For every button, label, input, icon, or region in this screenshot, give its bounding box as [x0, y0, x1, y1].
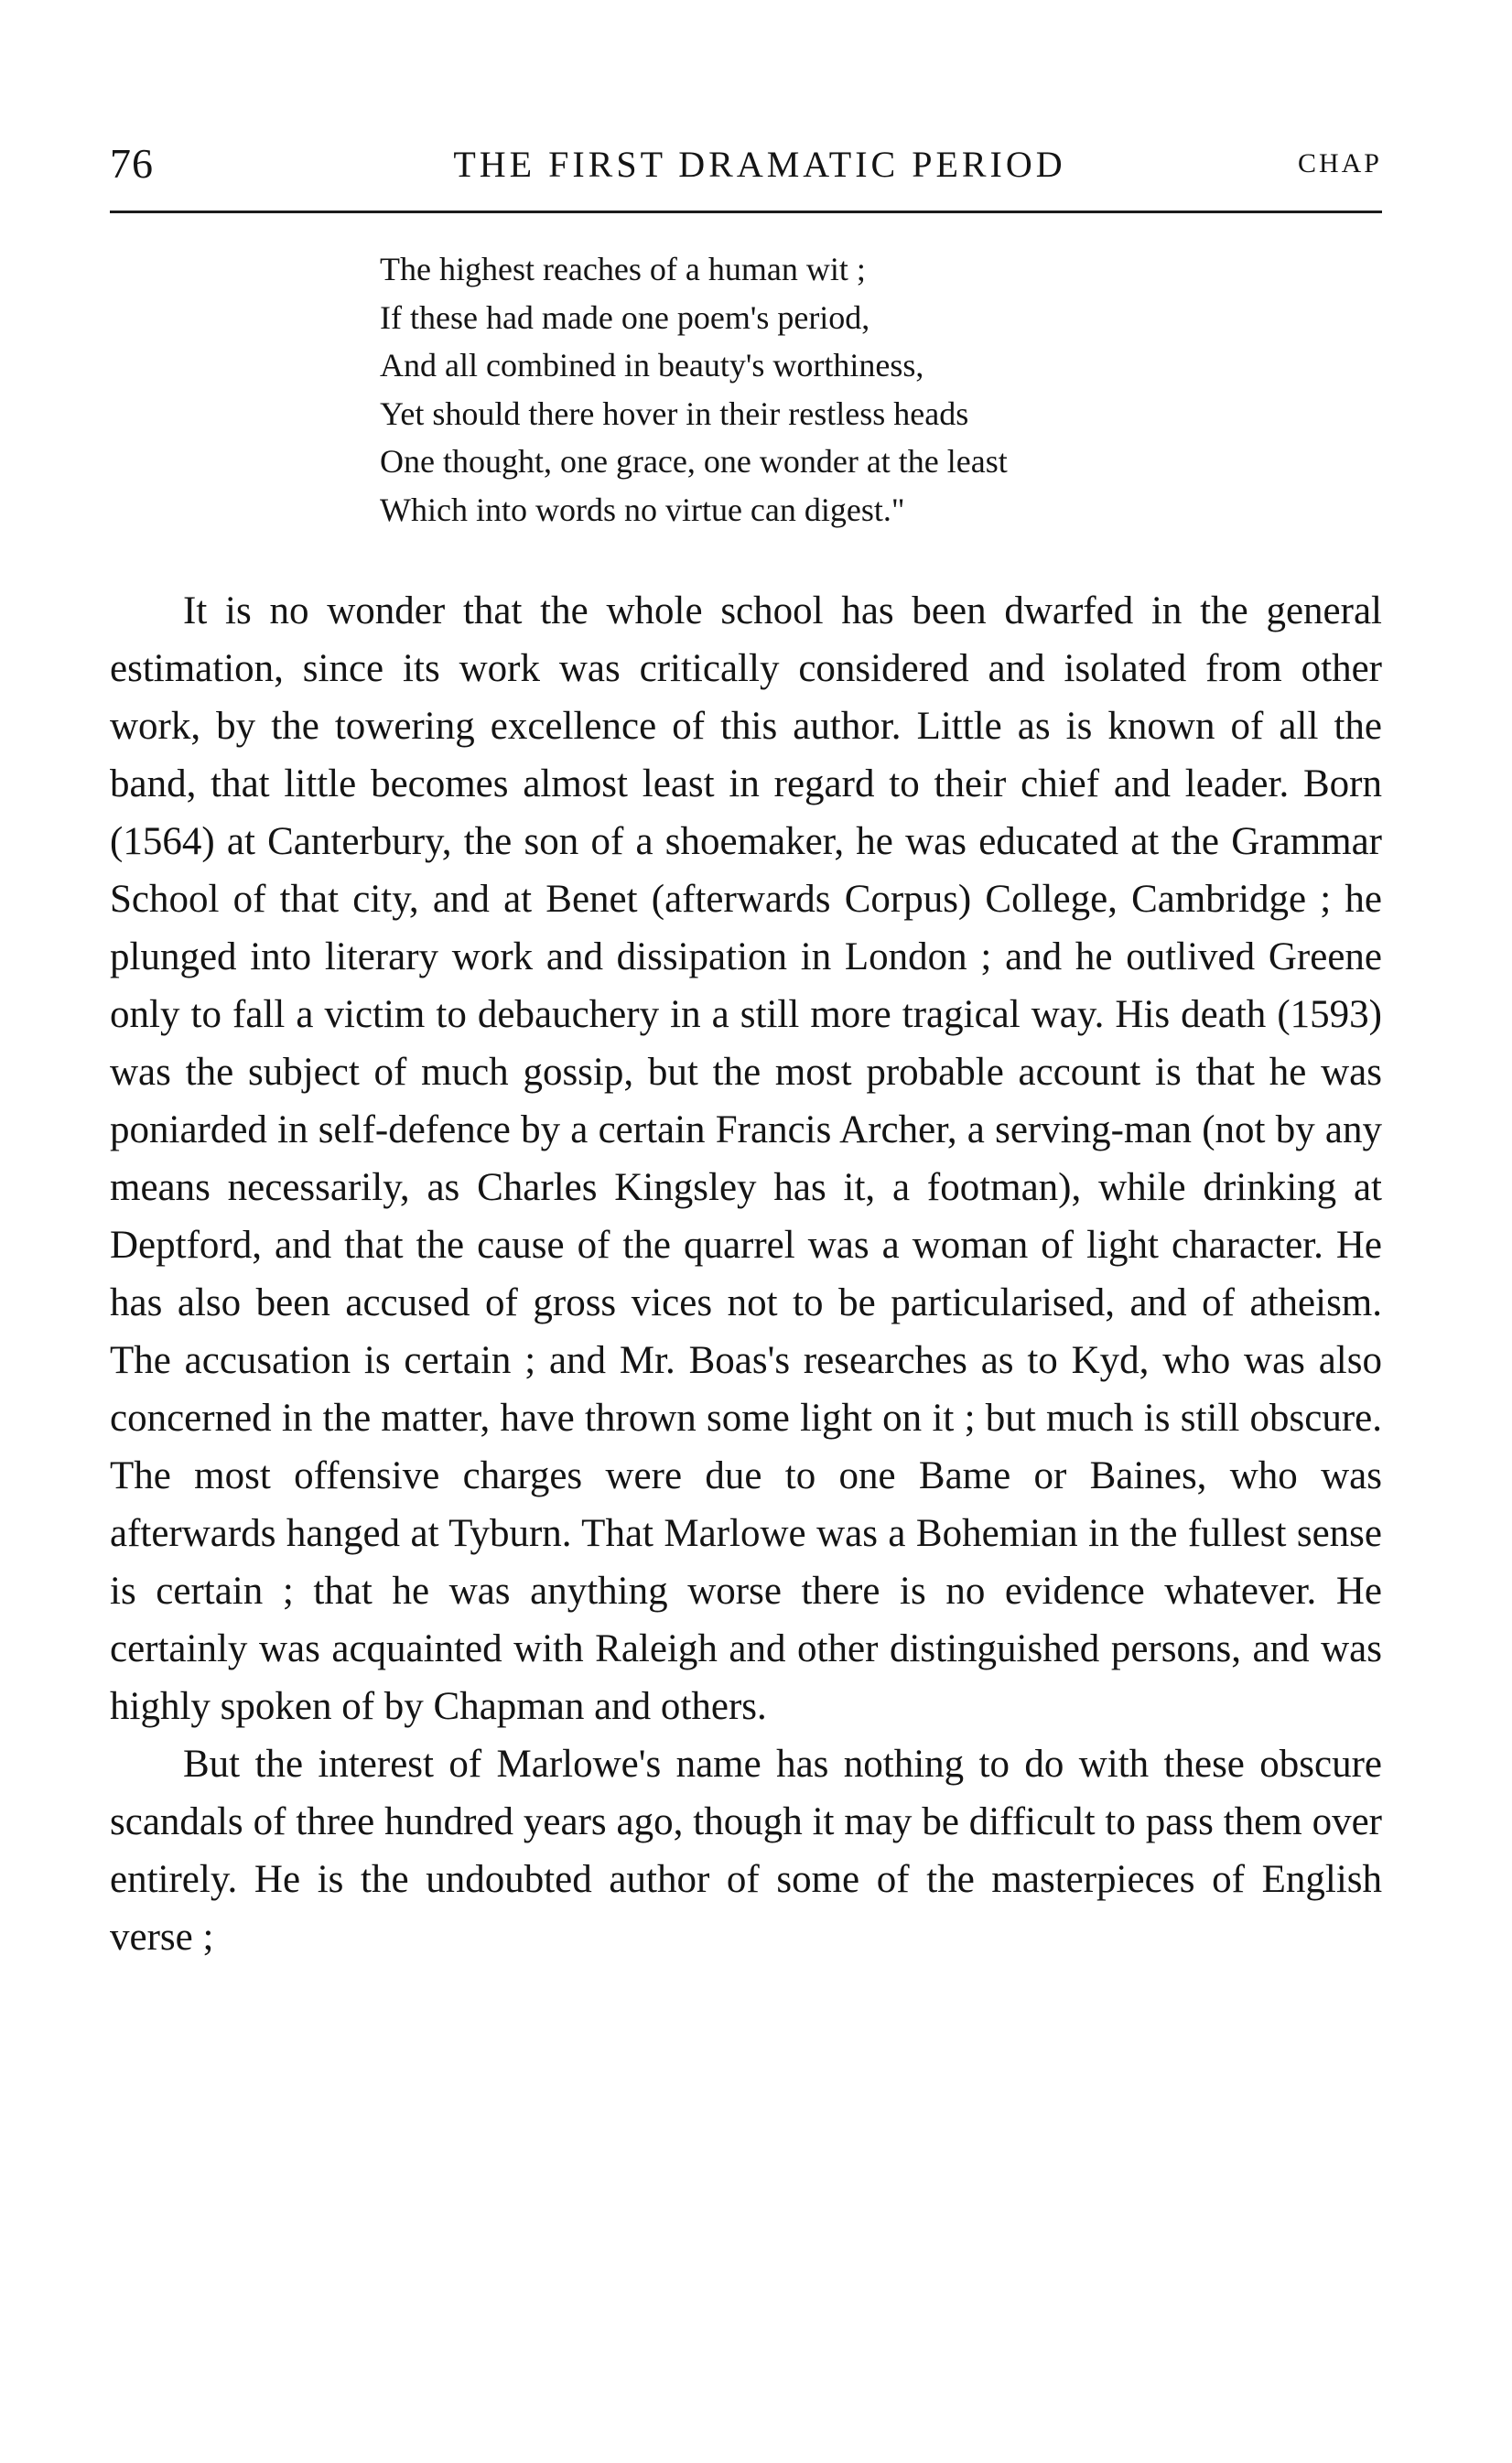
verse-quotation: [380, 245, 1295, 534]
verse-line: And all combined in beauty's worthiness,: [380, 347, 924, 383]
running-head: [110, 139, 1382, 194]
verse-line: The highest reaches of a human wit ;: [380, 251, 866, 287]
verse-line: Yet should there hover in their restless heads: [380, 394, 969, 432]
body-text: [110, 582, 1382, 1966]
page-number: 76: [110, 140, 154, 187]
paragraph-marlowe-biography: It is no wonder that the whole school has been dwarfed in the general estimation, since its work was critically considered and isolated from other work, by the towering excellence of this author. Little as is known of all the band, that little becomes almost least in regard to their chief and leader. Born (1564) at Canterbury, the son of a shoemaker, he was educated at the Grammar School of that city, and at Benet (afterwards Corpus) College, Cambridge ; he plunged into literary work and dissipation in London ; and he outlived Greene only to fall a victim to debauchery in a still more tragical way. His death (1593) was the subject of much gossip, but the most probable account is that he was poniarded in self-defence by a certain Francis Archer, a serving-man (not by any means necessarily, as Charles Kingsley has it, a footman), while drinking at Deptford, and that the cause of the quarrel was a woman of light character. He has also been accused of gross vices not to be particularised, and of atheism. The accusation is certain ; and Mr. Boas's researches as to Kyd, who was also concerned in the matter, have thrown some light on it ; but much is still obscure. The most offensive charges were due to one Bame or Baines, who was afterwards hanged at Tyburn. That Marlowe was a Bohemian in the fullest sense is certain ; that he was anything worse there is no evidence whatever. He certainly was acquainted with Raleigh and other distinguished persons, and was highly spoken of by Chapman and others.: [110, 589, 1382, 1728]
running-chap: CHAP: [1297, 148, 1382, 178]
verse-line: If these had made one poem's period,: [380, 298, 870, 336]
running-title: THE FIRST DRAMATIC PERIOD: [453, 144, 1066, 185]
verse-line: One thought, one grace, one wonder at the least: [380, 443, 1008, 480]
paragraph-marlowe-interest: But the interest of Marlowe's name has nothing to do with these obscure scandals of three hundred years ago, though it may be difficult to pass them over entirely. He is the undoubted author of some of the masterpieces of English verse ;: [110, 1743, 1382, 1959]
verse-line: Which into words no virtue can digest.": [380, 491, 905, 528]
header-rule: [110, 211, 1382, 213]
